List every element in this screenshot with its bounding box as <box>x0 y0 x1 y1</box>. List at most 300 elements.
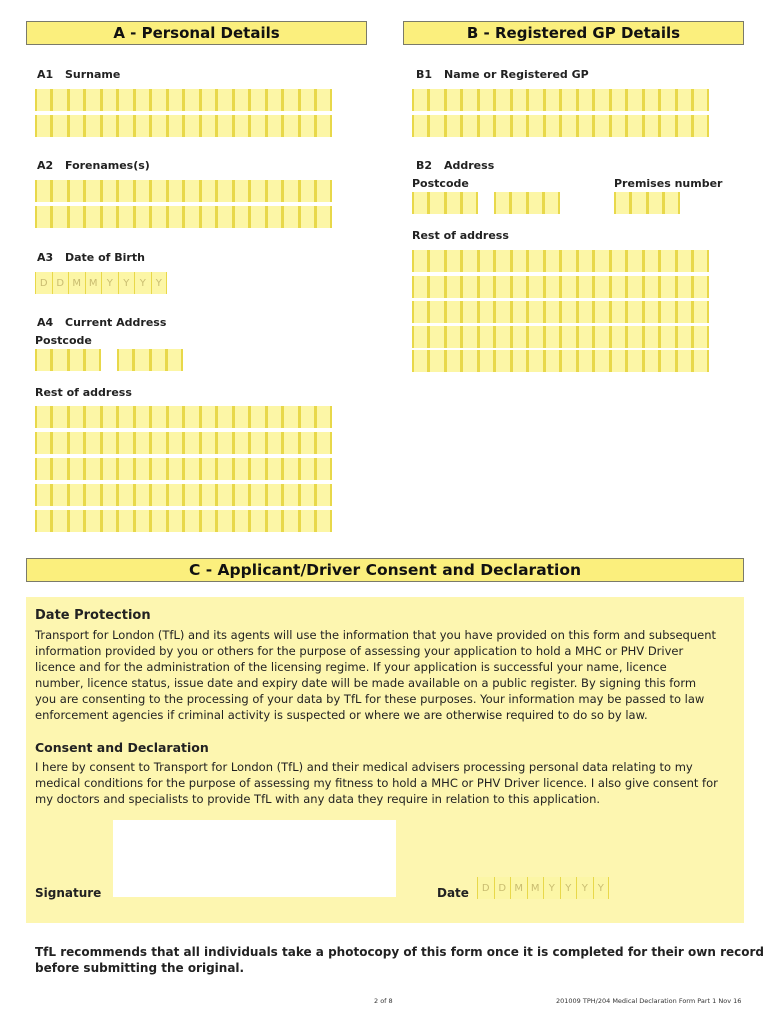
character-box[interactable] <box>283 180 300 202</box>
character-box[interactable] <box>316 510 333 532</box>
character-box[interactable] <box>462 115 479 137</box>
character-box[interactable] <box>693 115 710 137</box>
character-box[interactable] <box>299 406 316 428</box>
character-box[interactable] <box>478 89 495 111</box>
character-box[interactable] <box>35 206 52 228</box>
character-box[interactable] <box>660 89 677 111</box>
character-box[interactable] <box>101 180 118 202</box>
character-box[interactable] <box>478 350 495 372</box>
character-box[interactable] <box>445 250 462 272</box>
character-box[interactable] <box>693 301 710 323</box>
character-box[interactable] <box>561 326 578 348</box>
character-box[interactable] <box>68 510 85 532</box>
date-digit-box[interactable]: M <box>510 877 527 899</box>
character-box[interactable] <box>134 115 151 137</box>
character-box[interactable] <box>101 89 118 111</box>
character-box[interactable] <box>429 276 446 298</box>
character-box[interactable] <box>627 89 644 111</box>
character-box[interactable] <box>528 89 545 111</box>
character-box[interactable] <box>660 250 677 272</box>
character-box[interactable] <box>134 349 151 371</box>
character-box[interactable] <box>412 276 429 298</box>
character-box[interactable] <box>85 115 102 137</box>
character-box[interactable] <box>610 115 627 137</box>
character-box[interactable] <box>577 350 594 372</box>
character-box[interactable] <box>412 326 429 348</box>
character-box[interactable] <box>250 180 267 202</box>
character-box[interactable] <box>52 115 69 137</box>
character-box[interactable] <box>101 510 118 532</box>
character-box[interactable] <box>316 180 333 202</box>
character-box[interactable] <box>266 432 283 454</box>
character-box[interactable] <box>412 115 429 137</box>
character-box[interactable] <box>478 326 495 348</box>
character-box[interactable] <box>429 115 446 137</box>
character-box[interactable] <box>676 89 693 111</box>
character-box[interactable] <box>167 206 184 228</box>
character-box[interactable] <box>167 115 184 137</box>
character-box[interactable] <box>412 192 429 214</box>
character-box[interactable] <box>528 276 545 298</box>
character-box[interactable] <box>561 350 578 372</box>
character-box[interactable] <box>233 115 250 137</box>
forenames-field[interactable] <box>35 206 332 228</box>
character-box[interactable] <box>643 276 660 298</box>
character-box[interactable] <box>445 301 462 323</box>
character-box[interactable] <box>316 458 333 480</box>
character-box[interactable] <box>167 180 184 202</box>
character-box[interactable] <box>35 180 52 202</box>
character-box[interactable] <box>316 484 333 506</box>
character-box[interactable] <box>445 192 462 214</box>
date-digit-box[interactable]: D <box>52 272 69 294</box>
character-box[interactable] <box>200 180 217 202</box>
character-box[interactable] <box>412 250 429 272</box>
character-box[interactable] <box>266 510 283 532</box>
character-box[interactable] <box>643 115 660 137</box>
character-box[interactable] <box>283 206 300 228</box>
character-box[interactable] <box>250 484 267 506</box>
character-box[interactable] <box>233 180 250 202</box>
date-digit-box[interactable]: D <box>477 877 494 899</box>
character-box[interactable] <box>150 349 167 371</box>
character-box[interactable] <box>462 192 479 214</box>
character-box[interactable] <box>299 484 316 506</box>
character-box[interactable] <box>35 89 52 111</box>
character-box[interactable] <box>52 349 69 371</box>
character-box[interactable] <box>68 432 85 454</box>
character-box[interactable] <box>664 192 681 214</box>
character-box[interactable] <box>118 406 135 428</box>
character-box[interactable] <box>643 250 660 272</box>
character-box[interactable] <box>445 276 462 298</box>
character-box[interactable] <box>35 484 52 506</box>
character-box[interactable] <box>217 115 234 137</box>
character-box[interactable] <box>478 276 495 298</box>
character-box[interactable] <box>299 510 316 532</box>
character-box[interactable] <box>200 458 217 480</box>
character-box[interactable] <box>577 89 594 111</box>
character-box[interactable] <box>577 250 594 272</box>
character-box[interactable] <box>429 250 446 272</box>
character-box[interactable] <box>151 484 168 506</box>
character-box[interactable] <box>660 350 677 372</box>
date-digit-box[interactable]: Y <box>543 877 560 899</box>
character-box[interactable] <box>299 115 316 137</box>
character-box[interactable] <box>266 206 283 228</box>
character-box[interactable] <box>118 206 135 228</box>
character-box[interactable] <box>85 432 102 454</box>
character-box[interactable] <box>445 326 462 348</box>
character-box[interactable] <box>118 89 135 111</box>
gp-address-line[interactable] <box>412 350 709 372</box>
character-box[interactable] <box>462 89 479 111</box>
character-box[interactable] <box>316 406 333 428</box>
character-box[interactable] <box>511 301 528 323</box>
surname-field[interactable] <box>35 115 332 137</box>
character-box[interactable] <box>217 432 234 454</box>
character-box[interactable] <box>643 301 660 323</box>
character-box[interactable] <box>68 89 85 111</box>
character-box[interactable] <box>561 115 578 137</box>
character-box[interactable] <box>101 206 118 228</box>
character-box[interactable] <box>167 484 184 506</box>
character-box[interactable] <box>184 432 201 454</box>
character-box[interactable] <box>52 458 69 480</box>
character-box[interactable] <box>250 406 267 428</box>
date-digit-box[interactable]: D <box>494 877 511 899</box>
character-box[interactable] <box>134 458 151 480</box>
postcode-field-in[interactable] <box>117 349 183 371</box>
gp-address-line[interactable] <box>412 250 709 272</box>
character-box[interactable] <box>35 510 52 532</box>
character-box[interactable] <box>167 89 184 111</box>
character-box[interactable] <box>134 432 151 454</box>
character-box[interactable] <box>35 349 52 371</box>
character-box[interactable] <box>250 432 267 454</box>
character-box[interactable] <box>52 89 69 111</box>
character-box[interactable] <box>68 484 85 506</box>
date-digit-box[interactable]: M <box>85 272 102 294</box>
character-box[interactable] <box>200 89 217 111</box>
character-box[interactable] <box>594 276 611 298</box>
character-box[interactable] <box>266 89 283 111</box>
character-box[interactable] <box>151 180 168 202</box>
character-box[interactable] <box>233 458 250 480</box>
gp-address-line[interactable] <box>412 326 709 348</box>
character-box[interactable] <box>117 349 134 371</box>
character-box[interactable] <box>478 301 495 323</box>
character-box[interactable] <box>627 276 644 298</box>
character-box[interactable] <box>283 510 300 532</box>
character-box[interactable] <box>217 206 234 228</box>
character-box[interactable] <box>494 192 511 214</box>
character-box[interactable] <box>200 510 217 532</box>
character-box[interactable] <box>561 276 578 298</box>
character-box[interactable] <box>184 510 201 532</box>
character-box[interactable] <box>151 115 168 137</box>
character-box[interactable] <box>118 458 135 480</box>
character-box[interactable] <box>68 115 85 137</box>
character-box[interactable] <box>184 115 201 137</box>
character-box[interactable] <box>167 406 184 428</box>
character-box[interactable] <box>511 115 528 137</box>
character-box[interactable] <box>544 250 561 272</box>
character-box[interactable] <box>52 180 69 202</box>
character-box[interactable] <box>217 484 234 506</box>
postcode-field-out[interactable] <box>35 349 101 371</box>
character-box[interactable] <box>283 406 300 428</box>
character-box[interactable] <box>118 484 135 506</box>
character-box[interactable] <box>445 350 462 372</box>
character-box[interactable] <box>561 89 578 111</box>
character-box[interactable] <box>101 484 118 506</box>
character-box[interactable] <box>660 326 677 348</box>
character-box[interactable] <box>299 89 316 111</box>
character-box[interactable] <box>527 192 544 214</box>
character-box[interactable] <box>184 484 201 506</box>
character-box[interactable] <box>643 350 660 372</box>
character-box[interactable] <box>151 432 168 454</box>
character-box[interactable] <box>462 301 479 323</box>
character-box[interactable] <box>266 406 283 428</box>
character-box[interactable] <box>561 250 578 272</box>
character-box[interactable] <box>233 89 250 111</box>
gp-name-field[interactable] <box>412 89 709 111</box>
character-box[interactable] <box>693 350 710 372</box>
character-box[interactable] <box>35 458 52 480</box>
character-box[interactable] <box>544 115 561 137</box>
address-line[interactable] <box>35 510 332 532</box>
character-box[interactable] <box>316 206 333 228</box>
character-box[interactable] <box>610 301 627 323</box>
character-box[interactable] <box>68 349 85 371</box>
character-box[interactable] <box>610 250 627 272</box>
character-box[interactable] <box>627 250 644 272</box>
character-box[interactable] <box>217 180 234 202</box>
character-box[interactable] <box>544 89 561 111</box>
character-box[interactable] <box>151 510 168 532</box>
character-box[interactable] <box>151 206 168 228</box>
character-box[interactable] <box>85 510 102 532</box>
character-box[interactable] <box>660 301 677 323</box>
gp-address-line[interactable] <box>412 301 709 323</box>
address-line[interactable] <box>35 432 332 454</box>
date-digit-box[interactable]: Y <box>560 877 577 899</box>
character-box[interactable] <box>676 301 693 323</box>
character-box[interactable] <box>68 206 85 228</box>
character-box[interactable] <box>693 276 710 298</box>
character-box[interactable] <box>250 510 267 532</box>
character-box[interactable] <box>495 250 512 272</box>
character-box[interactable] <box>85 206 102 228</box>
character-box[interactable] <box>68 458 85 480</box>
character-box[interactable] <box>151 458 168 480</box>
character-box[interactable] <box>511 192 528 214</box>
character-box[interactable] <box>299 206 316 228</box>
character-box[interactable] <box>299 432 316 454</box>
character-box[interactable] <box>544 301 561 323</box>
character-box[interactable] <box>184 206 201 228</box>
character-box[interactable] <box>233 432 250 454</box>
character-box[interactable] <box>577 276 594 298</box>
character-box[interactable] <box>610 350 627 372</box>
character-box[interactable] <box>250 206 267 228</box>
character-box[interactable] <box>151 406 168 428</box>
character-box[interactable] <box>511 250 528 272</box>
character-box[interactable] <box>85 406 102 428</box>
character-box[interactable] <box>134 510 151 532</box>
character-box[interactable] <box>511 326 528 348</box>
character-box[interactable] <box>283 458 300 480</box>
character-box[interactable] <box>614 192 631 214</box>
character-box[interactable] <box>283 484 300 506</box>
character-box[interactable] <box>217 510 234 532</box>
character-box[interactable] <box>101 115 118 137</box>
character-box[interactable] <box>52 510 69 532</box>
character-box[interactable] <box>594 301 611 323</box>
address-line[interactable] <box>35 406 332 428</box>
character-box[interactable] <box>693 250 710 272</box>
character-box[interactable] <box>412 89 429 111</box>
date-digit-box[interactable]: Y <box>118 272 135 294</box>
character-box[interactable] <box>184 180 201 202</box>
character-box[interactable] <box>511 276 528 298</box>
gp-postcode-field-in[interactable] <box>494 192 560 214</box>
character-box[interactable] <box>429 326 446 348</box>
character-box[interactable] <box>85 89 102 111</box>
character-box[interactable] <box>676 326 693 348</box>
character-box[interactable] <box>610 89 627 111</box>
character-box[interactable] <box>151 89 168 111</box>
character-box[interactable] <box>610 326 627 348</box>
character-box[interactable] <box>462 350 479 372</box>
date-digit-box[interactable]: Y <box>101 272 118 294</box>
character-box[interactable] <box>627 326 644 348</box>
forenames-field[interactable] <box>35 180 332 202</box>
character-box[interactable] <box>200 432 217 454</box>
character-box[interactable] <box>643 326 660 348</box>
character-box[interactable] <box>676 350 693 372</box>
character-box[interactable] <box>429 89 446 111</box>
character-box[interactable] <box>676 115 693 137</box>
character-box[interactable] <box>283 115 300 137</box>
character-box[interactable] <box>184 406 201 428</box>
character-box[interactable] <box>594 250 611 272</box>
character-box[interactable] <box>233 406 250 428</box>
character-box[interactable] <box>101 432 118 454</box>
character-box[interactable] <box>495 89 512 111</box>
character-box[interactable] <box>676 250 693 272</box>
character-box[interactable] <box>134 89 151 111</box>
date-digit-box[interactable]: M <box>68 272 85 294</box>
character-box[interactable] <box>68 406 85 428</box>
character-box[interactable] <box>134 406 151 428</box>
date-digit-box[interactable]: Y <box>576 877 593 899</box>
character-box[interactable] <box>200 115 217 137</box>
character-box[interactable] <box>478 115 495 137</box>
character-box[interactable] <box>250 458 267 480</box>
character-box[interactable] <box>610 276 627 298</box>
character-box[interactable] <box>577 115 594 137</box>
gp-postcode-field-out[interactable] <box>412 192 478 214</box>
character-box[interactable] <box>167 458 184 480</box>
character-box[interactable] <box>445 115 462 137</box>
character-box[interactable] <box>85 458 102 480</box>
character-box[interactable] <box>627 301 644 323</box>
character-box[interactable] <box>250 115 267 137</box>
character-box[interactable] <box>101 406 118 428</box>
character-box[interactable] <box>217 458 234 480</box>
character-box[interactable] <box>561 301 578 323</box>
character-box[interactable] <box>35 115 52 137</box>
gp-address-line[interactable] <box>412 276 709 298</box>
character-box[interactable] <box>478 250 495 272</box>
character-box[interactable] <box>316 89 333 111</box>
character-box[interactable] <box>101 458 118 480</box>
signature-date-field[interactable] <box>477 877 609 899</box>
character-box[interactable] <box>511 89 528 111</box>
date-digit-box[interactable]: Y <box>151 272 168 294</box>
character-box[interactable] <box>233 206 250 228</box>
gp-name-field[interactable] <box>412 115 709 137</box>
character-box[interactable] <box>693 89 710 111</box>
character-box[interactable] <box>643 89 660 111</box>
character-box[interactable] <box>627 115 644 137</box>
character-box[interactable] <box>412 301 429 323</box>
character-box[interactable] <box>299 180 316 202</box>
character-box[interactable] <box>118 180 135 202</box>
character-box[interactable] <box>167 510 184 532</box>
character-box[interactable] <box>511 350 528 372</box>
character-box[interactable] <box>52 432 69 454</box>
character-box[interactable] <box>594 326 611 348</box>
character-box[interactable] <box>299 458 316 480</box>
character-box[interactable] <box>631 192 648 214</box>
character-box[interactable] <box>528 326 545 348</box>
character-box[interactable] <box>577 326 594 348</box>
character-box[interactable] <box>283 89 300 111</box>
character-box[interactable] <box>462 250 479 272</box>
character-box[interactable] <box>594 350 611 372</box>
character-box[interactable] <box>544 276 561 298</box>
character-box[interactable] <box>217 406 234 428</box>
character-box[interactable] <box>495 301 512 323</box>
character-box[interactable] <box>544 350 561 372</box>
date-of-birth-field[interactable] <box>35 272 167 294</box>
character-box[interactable] <box>429 301 446 323</box>
character-box[interactable] <box>266 115 283 137</box>
character-box[interactable] <box>52 484 69 506</box>
character-box[interactable] <box>134 180 151 202</box>
character-box[interactable] <box>266 458 283 480</box>
signature-box[interactable] <box>113 820 396 897</box>
character-box[interactable] <box>233 510 250 532</box>
character-box[interactable] <box>266 484 283 506</box>
character-box[interactable] <box>528 350 545 372</box>
character-box[interactable] <box>167 432 184 454</box>
surname-field[interactable] <box>35 89 332 111</box>
character-box[interactable] <box>200 484 217 506</box>
character-box[interactable] <box>660 276 677 298</box>
character-box[interactable] <box>85 180 102 202</box>
character-box[interactable] <box>495 115 512 137</box>
character-box[interactable] <box>134 206 151 228</box>
character-box[interactable] <box>495 350 512 372</box>
character-box[interactable] <box>577 301 594 323</box>
character-box[interactable] <box>200 406 217 428</box>
character-box[interactable] <box>118 510 135 532</box>
